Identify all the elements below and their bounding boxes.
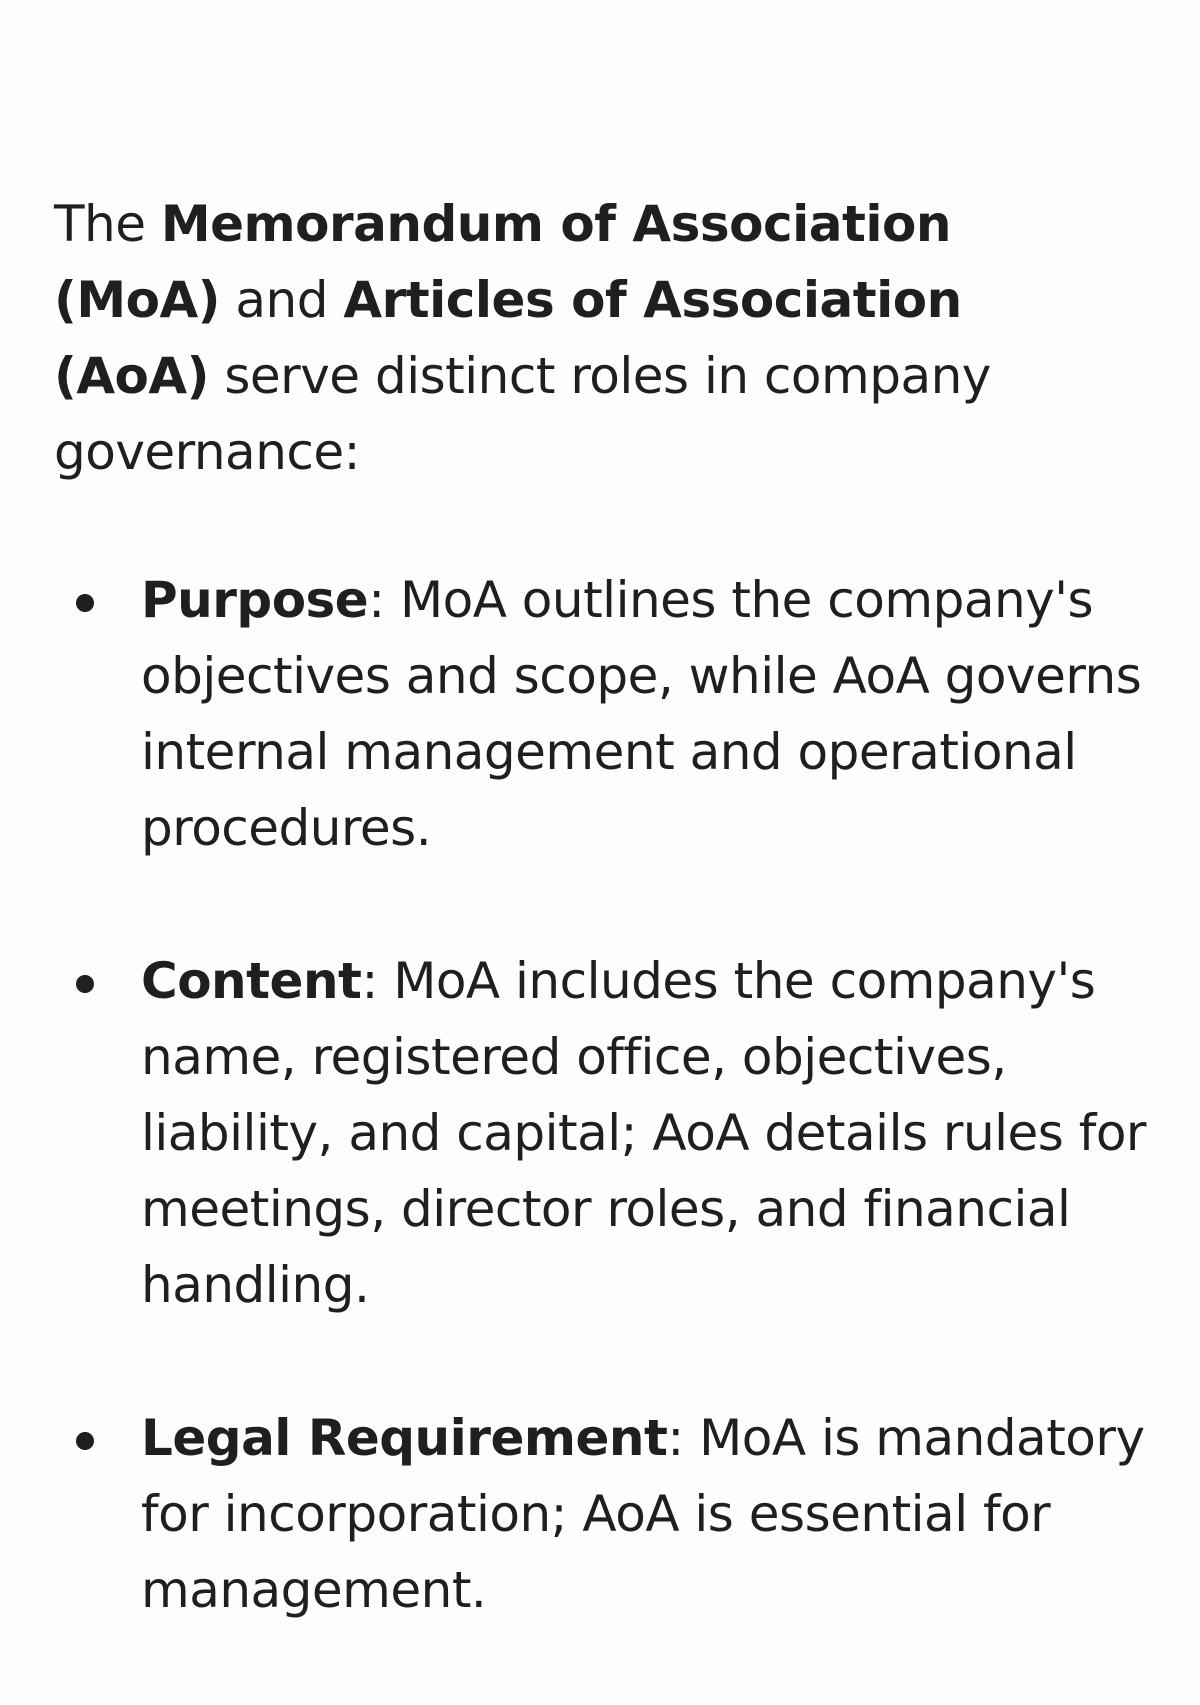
bullet-purpose [54, 562, 1151, 866]
bullet-text: MoA includes the company's name, registered office, objectives, liability, and capital; AoA details rules for meetings, director roles, and financial handling. [141, 952, 1146, 1314]
bullet-dot-icon [76, 594, 94, 612]
bullet-content [54, 943, 1151, 1323]
intro-paragraph [54, 186, 1014, 490]
bullet-text: MoA outlines the company's objectives and scope, while AoA governs internal management and operational procedures. [141, 571, 1142, 857]
intro-prefix: The [54, 195, 161, 253]
bullet-label: Legal Requirement [141, 1409, 668, 1467]
intro-middle: and [220, 271, 344, 329]
bullet-separator: : [368, 571, 400, 629]
document-body [54, 186, 1154, 1619]
bullet-text: MoA is mandatory for incorporation; AoA is essential for management. [141, 1409, 1145, 1619]
bullet-separator: : [361, 952, 394, 1010]
bullet-legal-requirement [54, 1400, 1151, 1628]
bullet-dot-icon [76, 1432, 94, 1450]
bullet-label: Content [141, 952, 362, 1010]
intro-suffix: serve distinct roles in company governance: [54, 347, 991, 481]
term-moa: Memorandum of Association (MoA) [54, 195, 951, 329]
term-aoa: Articles of Association (AoA) [54, 271, 962, 405]
bullet-list [54, 562, 1174, 1705]
bullet-dot-icon [76, 975, 94, 993]
bullet-label: Purpose [141, 571, 369, 629]
bullet-separator: : [667, 1409, 700, 1467]
